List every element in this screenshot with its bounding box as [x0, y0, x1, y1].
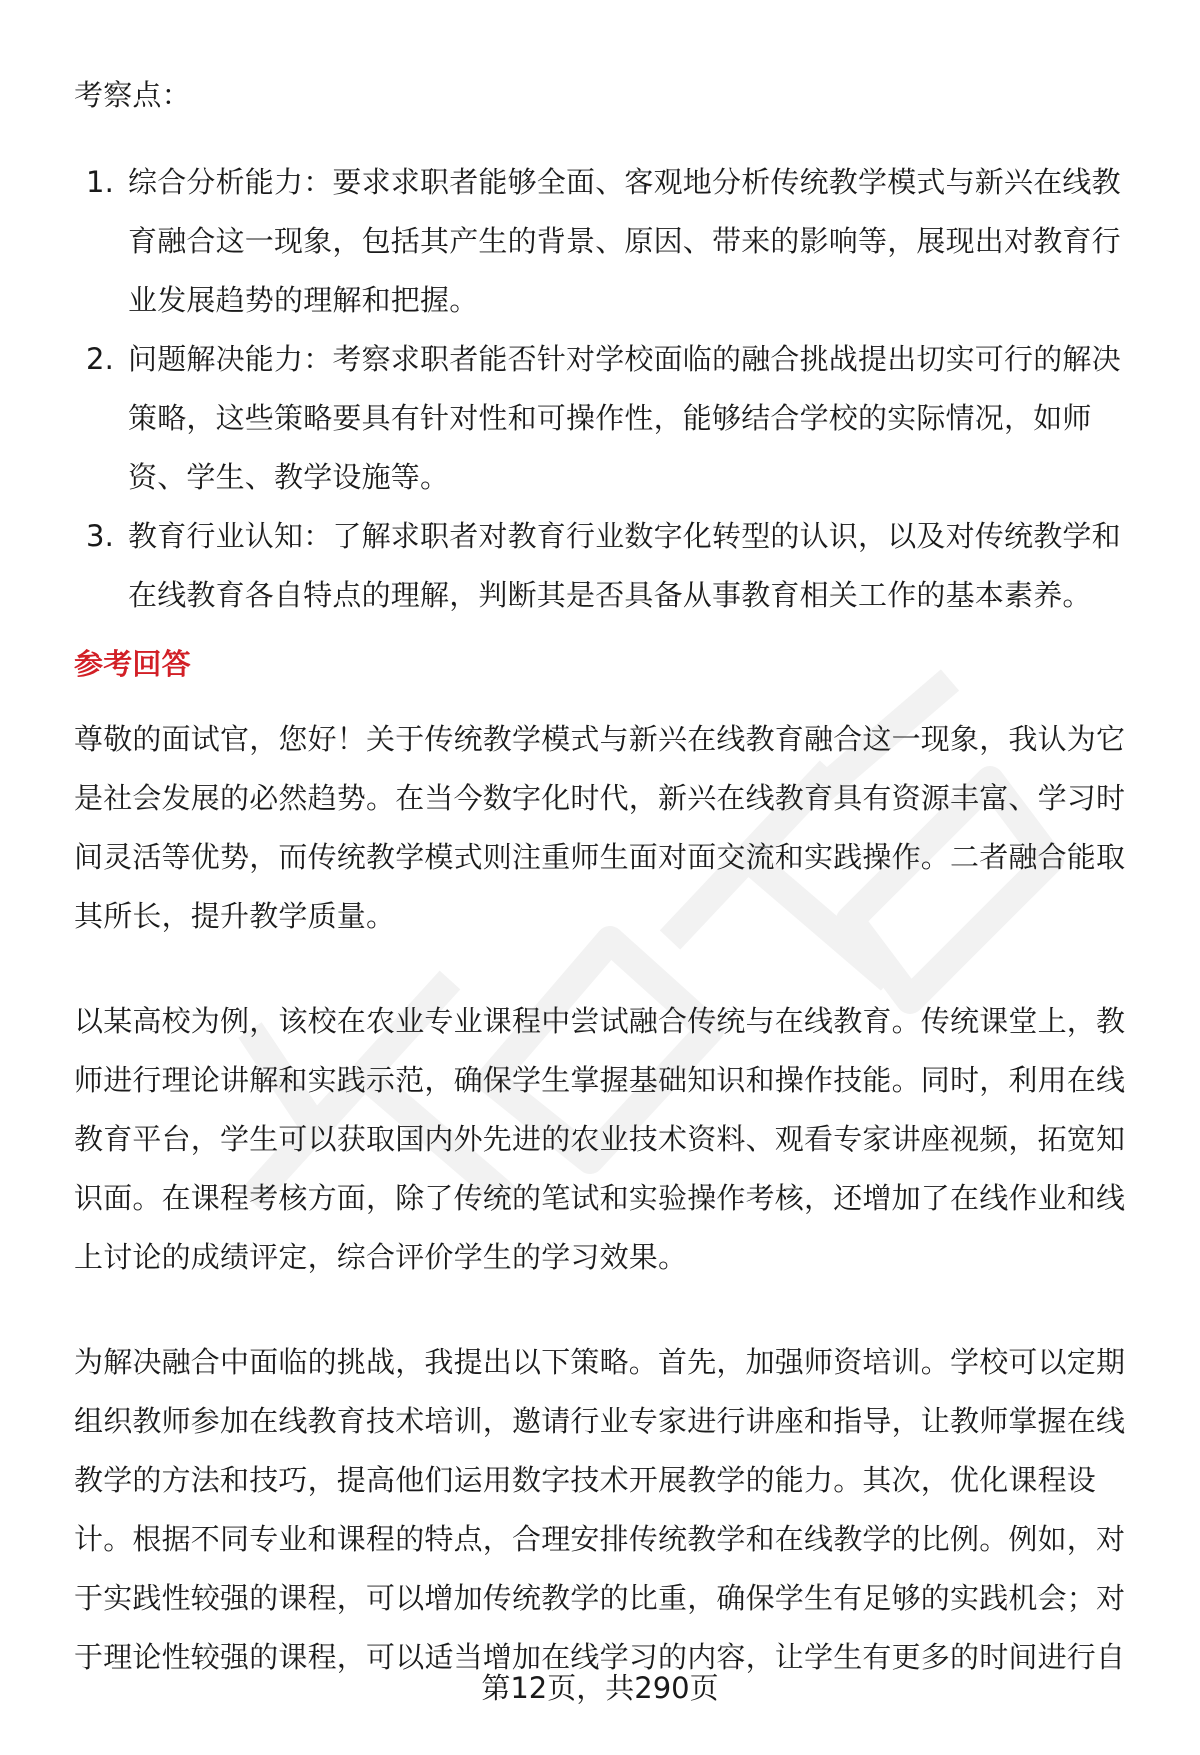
list-item-text: 教育行业认知：了解求职者对教育行业数字化转型的认识，以及对传统教学和在线教育各自特点的理解，判断其是否具备从事教育相关工作的基本素养。	[128, 519, 1121, 612]
list-item-number: 1.	[86, 165, 115, 199]
list-item	[74, 330, 1130, 507]
list-item	[74, 507, 1130, 625]
list-item-number: 2.	[86, 342, 115, 376]
list-item-text: 问题解决能力：考察求职者能否针对学校面临的融合挑战提出切实可行的解决策略，这些策略要具有针对性和可操作性，能够结合学校的实际情况，如师资、学生、教学设施等。	[128, 342, 1121, 494]
answer-paragraph: 尊敬的面试官，您好！关于传统教学模式与新兴在线教育融合这一现象，我认为它是社会发展的必然趋势。在当今数字化时代，新兴在线教育具有资源丰富、学习时间灵活等优势，而传统教学模式则注重师生面对面交流和实践操作。二者融合能取其所长，提升教学质量。	[74, 722, 1126, 933]
list-item	[74, 153, 1130, 330]
inspection-label: 考察点：	[74, 78, 191, 112]
inspection-list	[74, 153, 1130, 625]
list-item-number: 3.	[86, 519, 115, 553]
answer-paragraph: 以某高校为例，该校在农业专业课程中尝试融合传统与在线教育。传统课堂上，教师进行理论讲解和实践示范，确保学生掌握基础知识和操作技能。同时，利用在线教育平台，学生可以获取国内外先进的农业技术资料、观看专家讲座视频，拓宽知识面。在课程考核方面，除了传统的笔试和实验操作考核，还增加了在线作业和线上讨论的成绩评定，综合评价学生的学习效果。	[74, 1004, 1126, 1274]
page-number: 第12页，共290页	[481, 1671, 719, 1705]
document-content	[74, 66, 1130, 1687]
answer-paragraph: 为解决融合中面临的挑战，我提出以下策略。首先，加强师资培训。学校可以定期组织教师参加在线教育技术培训，邀请行业专家进行讲座和指导，让教师掌握在线教学的方法和技巧，提高他们运用数字技术开展教学的能力。其次，优化课程设计。根据不同专业和课程的特点，合理安排传统教学和在线教学的比例。例如，对于实践性较强的课程，可以增加传统教学的比重，确保学生有足够的实践机会；对于理论性较强的课程，可以适当增加在线学习的内容，让学生有更多的时间进行自	[74, 1345, 1126, 1674]
list-item-text: 综合分析能力：要求求职者能够全面、客观地分析传统教学模式与新兴在线教育融合这一现象，包括其产生的背景、原因、带来的影响等，展现出对教育行业发展趋势的理解和把握。	[128, 165, 1121, 317]
answer-heading: 参考回答	[74, 647, 191, 681]
